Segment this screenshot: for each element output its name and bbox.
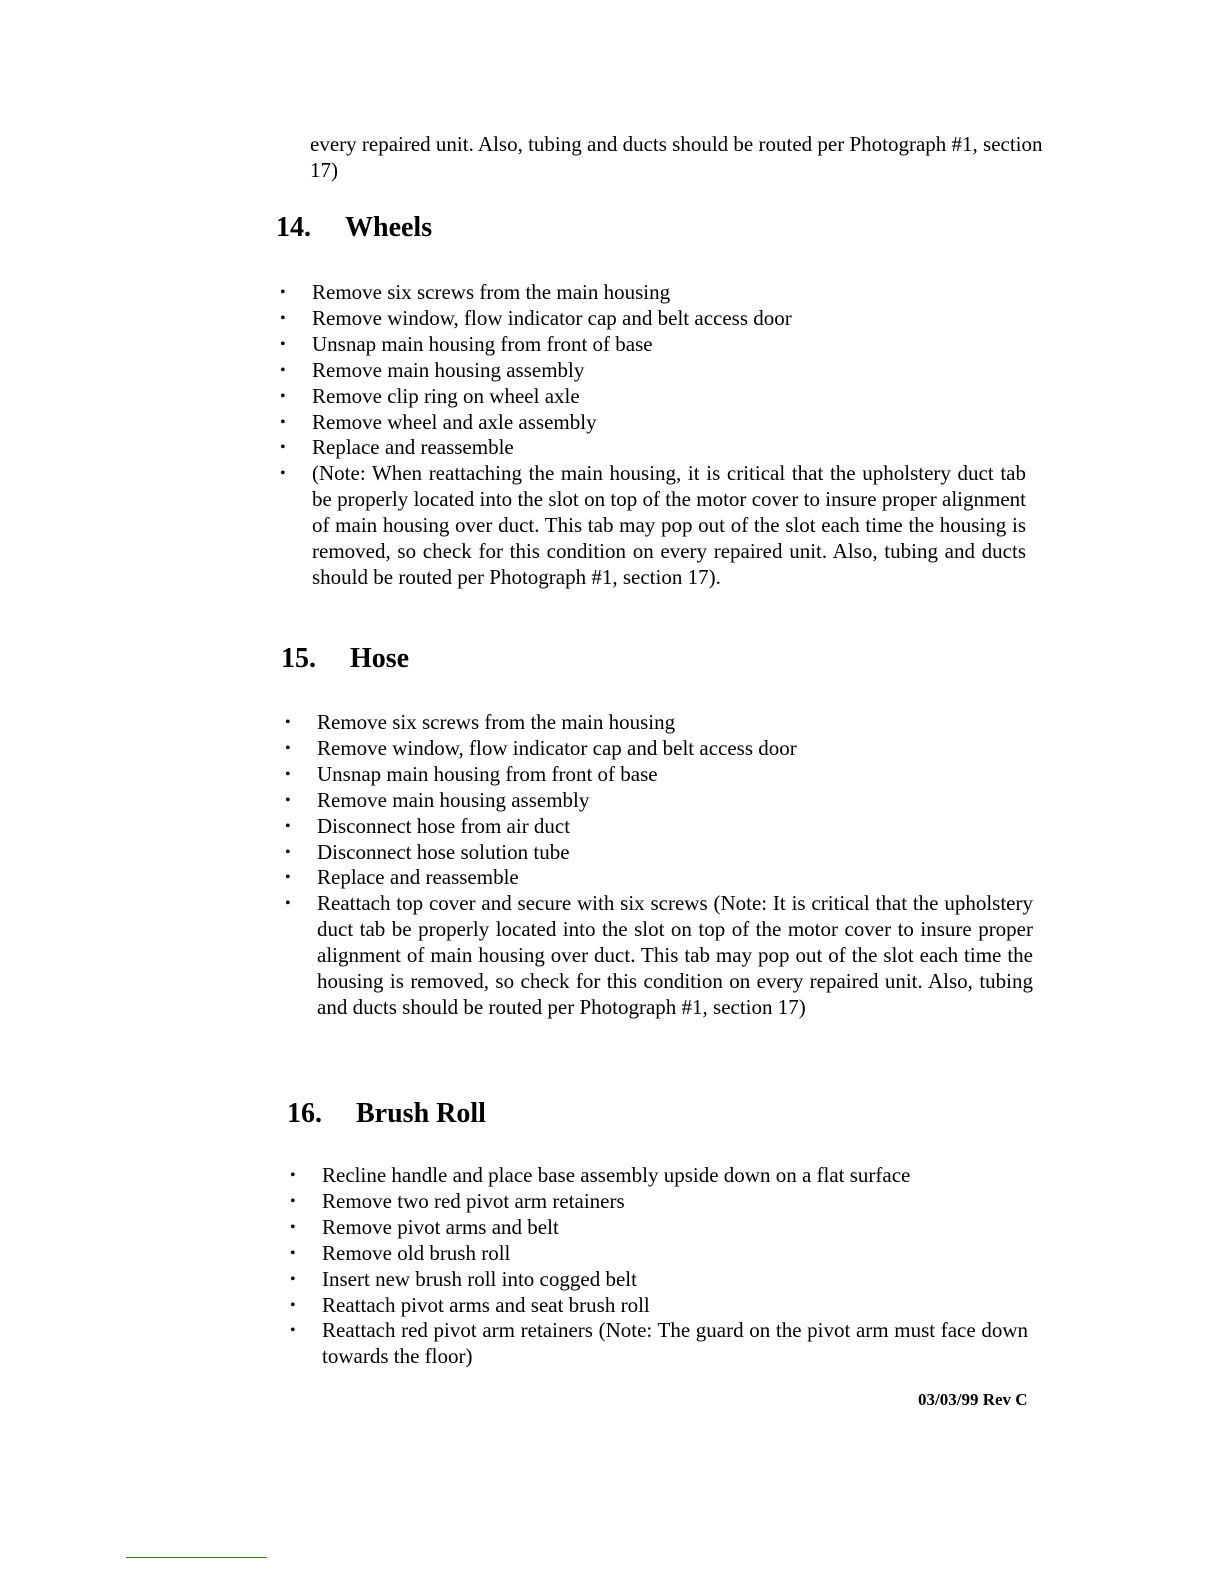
section-14-number: 14.: [276, 212, 311, 243]
list-item: • Reattach top cover and secure with six screws (Note: It is critical that the upholstery duct tab be properly located into the slot on top of the motor cover to insure proper alignment of main housing over duct. This tab may pop out of the slot each time the housing is removed, so check for this condition on every repaired unit. Also, tubing and ducts should be routed per Photograph #1, section 17): [285, 891, 1033, 1021]
section-16-heading: [287, 1098, 486, 1130]
list-item: • Reattach red pivot arm retainers (Note: The guard on the pivot arm must face down towards the floor): [290, 1318, 1028, 1370]
section-15-heading: [281, 643, 409, 675]
list-item: • Replace and reassemble: [285, 865, 1033, 891]
list-item: • Replace and reassemble: [280, 435, 1026, 461]
list-item: • Remove window, flow indicator cap and belt access door: [285, 736, 1033, 762]
list-item: • Remove old brush roll: [290, 1241, 1028, 1267]
list-item: • Remove main housing assembly: [285, 788, 1033, 814]
section-15-list: [285, 710, 1033, 1021]
list-item: • Remove two red pivot arm retainers: [290, 1189, 1028, 1215]
list-item: • Remove six screws from the main housing: [285, 710, 1033, 736]
section-14-title: Wheels: [345, 212, 433, 243]
intro-paragraph: every repaired unit. Also, tubing and ducts should be routed per Photograph #1, section 17): [310, 132, 1043, 182]
list-item: • Remove pivot arms and belt: [290, 1215, 1028, 1241]
section-16-title: Brush Roll: [356, 1098, 486, 1129]
section-16-list: [290, 1163, 1028, 1370]
list-item: • Remove six screws from the main housing: [280, 280, 1026, 306]
list-item: • Remove clip ring on wheel axle: [280, 384, 1026, 410]
list-item: • Disconnect hose solution tube: [285, 840, 1033, 866]
list-item: • Disconnect hose from air duct: [285, 814, 1033, 840]
section-14-list: [280, 280, 1026, 591]
list-item: • Insert new brush roll into cogged belt: [290, 1267, 1028, 1293]
list-item: • Remove main housing assembly: [280, 358, 1026, 384]
list-item: • Reattach pivot arms and seat brush roll: [290, 1293, 1028, 1319]
list-item: • Unsnap main housing from front of base: [285, 762, 1033, 788]
footnote-divider: [126, 1557, 267, 1558]
list-item: • Remove wheel and axle assembly: [280, 410, 1026, 436]
list-item: • (Note: When reattaching the main housing, it is critical that the upholstery duct tab be properly located into the slot on top of the motor cover to insure proper alignment of main housing over duct. This tab may pop out of the slot each time the housing is removed, so check for this condition on every repaired unit. Also, tubing and ducts should be routed per Photograph #1, section 17).: [280, 461, 1026, 591]
section-14-heading: [276, 212, 432, 244]
list-item: • Remove window, flow indicator cap and belt access door: [280, 306, 1026, 332]
list-item: • Unsnap main housing from front of base: [280, 332, 1026, 358]
list-item: • Recline handle and place base assembly upside down on a flat surface: [290, 1163, 1028, 1189]
revision-date: 03/03/99 Rev C: [918, 1390, 1028, 1409]
section-15-title: Hose: [350, 643, 410, 674]
section-15-number: 15.: [281, 643, 316, 674]
section-16-number: 16.: [287, 1098, 322, 1129]
